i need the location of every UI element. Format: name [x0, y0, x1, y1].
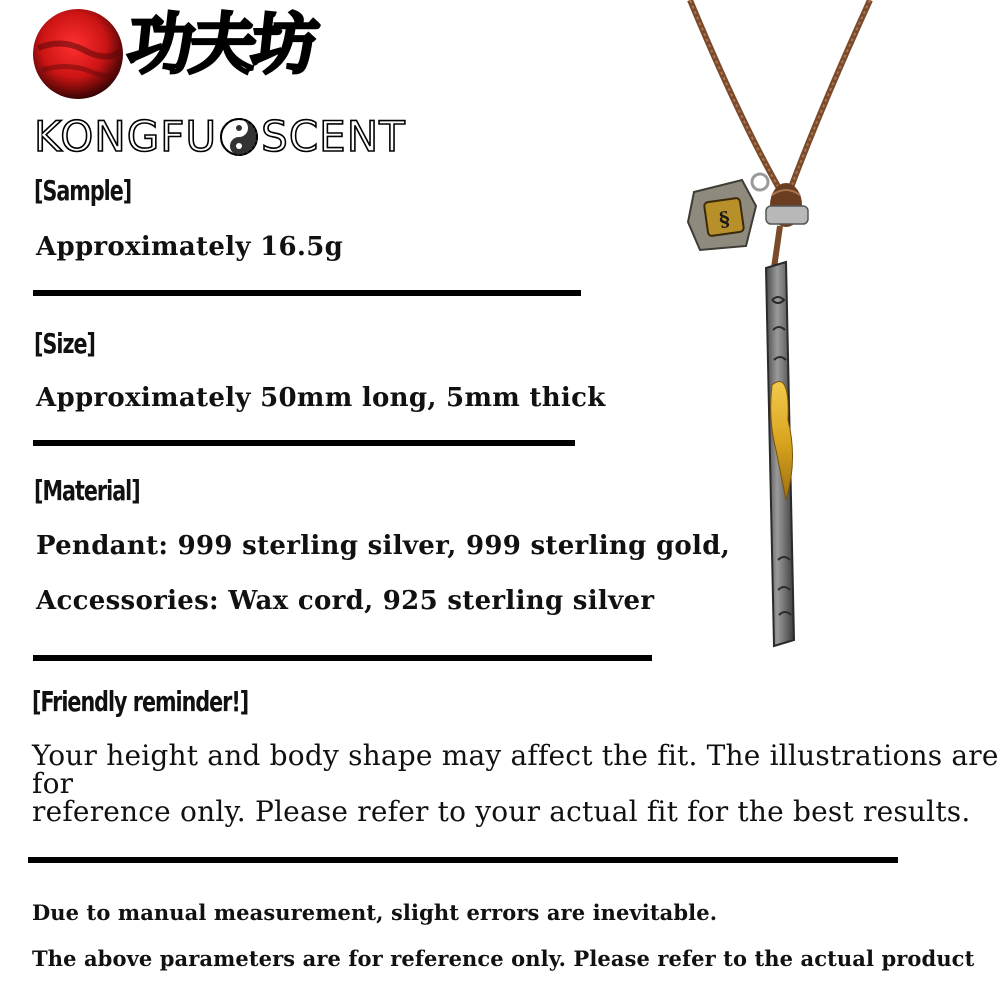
svg-text:§: § — [717, 206, 732, 232]
yin-yang-icon — [219, 117, 259, 157]
brand-sun-logo — [32, 8, 124, 100]
divider — [33, 655, 652, 661]
divider — [33, 290, 581, 296]
footer-note-2: The above parameters are for reference only. Please refer to the actual product — [32, 946, 975, 971]
pendant-product-image — [660, 0, 900, 660]
sample-heading: [Sample] — [34, 174, 132, 207]
brand-name-left: KONGFU — [34, 112, 218, 161]
reminder-heading: [Friendly reminder!] — [32, 685, 249, 718]
material-line-1: Pendant: 999 sterling silver, 999 sterling gold, — [36, 531, 731, 561]
material-line-2: Accessories: Wax cord, 925 sterling silver — [36, 586, 655, 616]
brand-name-right: SCENT — [261, 112, 406, 161]
divider — [28, 857, 898, 863]
size-value: Approximately 50mm long, 5mm thick — [36, 383, 606, 413]
sample-value: Approximately 16.5g — [36, 232, 344, 262]
footer-note-1: Due to manual measurement, slight errors are inevitable. — [32, 900, 718, 925]
material-heading: [Material] — [34, 474, 140, 507]
reminder-line-1: Your height and body shape may affect the fit. The illustrations are for — [32, 739, 999, 800]
size-heading: [Size] — [34, 327, 95, 360]
brand-chinese-name: 功夫坊 — [124, 6, 319, 83]
reminder-line-2: reference only. Please refer to your actual fit for the best results. — [32, 795, 971, 828]
divider — [33, 440, 575, 446]
brand-english-name — [34, 112, 406, 161]
